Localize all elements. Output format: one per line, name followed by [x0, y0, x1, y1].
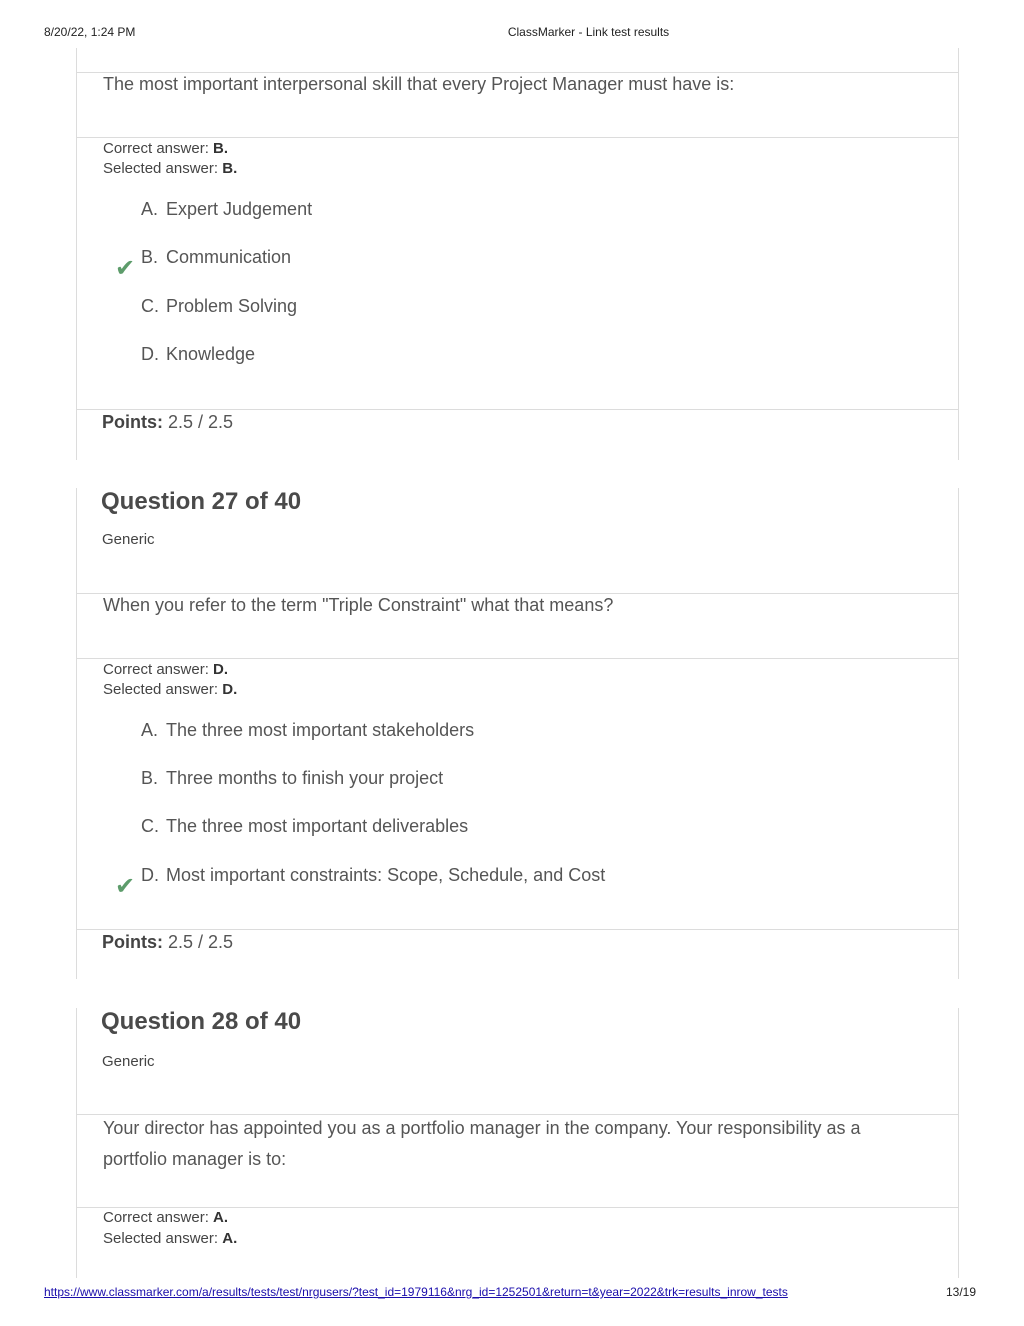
selected-answer-value: B. — [222, 160, 238, 177]
option-letter: D. — [141, 344, 159, 364]
points — [102, 412, 233, 433]
option-text: Problem Solving — [166, 296, 298, 316]
correct-answer-value: B. — [213, 140, 229, 157]
question-title: Question 28 of 40 — [101, 1008, 302, 1035]
correct-answer — [103, 661, 228, 678]
option-letter: A. — [141, 720, 159, 740]
selected-answer-label: Selected answer: — [103, 681, 219, 698]
selected-answer — [103, 1230, 237, 1247]
divider — [77, 929, 958, 930]
option-text: The three most important stakeholders — [166, 720, 475, 740]
points — [102, 932, 233, 953]
option-d — [141, 344, 255, 365]
correct-answer-label: Correct answer: — [103, 140, 209, 157]
selected-answer-value: D. — [222, 681, 238, 698]
option-text: The three most important deliverables — [166, 816, 469, 836]
correct-answer-value: D. — [213, 661, 229, 678]
option-b — [141, 247, 291, 268]
option-text: Most important constraints: Scope, Schedule, and Cost — [166, 865, 606, 885]
divider — [77, 137, 958, 138]
option-letter: B. — [141, 768, 159, 788]
option-a — [141, 199, 312, 220]
correct-answer-value: A. — [213, 1209, 229, 1226]
selected-answer-label: Selected answer: — [103, 1230, 219, 1247]
divider — [77, 409, 958, 410]
question-28-card — [76, 1008, 959, 1278]
selected-answer — [103, 160, 237, 177]
option-letter: B. — [141, 247, 159, 267]
selected-answer — [103, 681, 237, 698]
option-text: Three months to finish your project — [166, 768, 444, 788]
option-c — [141, 816, 468, 837]
check-icon: ✔ — [115, 873, 136, 900]
print-title: ClassMarker - Link test results — [507, 25, 670, 39]
option-text: Expert Judgement — [166, 199, 313, 219]
option-c — [141, 296, 297, 317]
print-datetime: 8/20/22, 1:24 PM — [44, 25, 136, 39]
option-text: Communication — [166, 247, 292, 267]
option-a — [141, 720, 474, 741]
question-category: Generic — [102, 531, 155, 548]
question-category: Generic — [102, 1053, 155, 1070]
selected-answer-label: Selected answer: — [103, 160, 219, 177]
option-letter: A. — [141, 199, 159, 219]
question-26-card — [76, 48, 959, 460]
page-url-link[interactable]: https://www.classmarker.com/a/results/tests/test/nrgusers/?test_id=1979116&nrg_id=1252501&return=t&year=2022&trk=results_inrow_tests — [44, 1285, 788, 1299]
points-value: 2.5 / 2.5 — [168, 412, 234, 432]
check-icon: ✔ — [115, 255, 136, 282]
option-letter: C. — [141, 296, 159, 316]
option-text: Knowledge — [166, 344, 256, 364]
option-b — [141, 768, 443, 789]
option-letter: D. — [141, 865, 159, 885]
selected-answer-value: A. — [222, 1230, 238, 1247]
points-value: 2.5 / 2.5 — [168, 932, 234, 952]
question-text: Your director has appointed you as a portfolio manager in the company. Your responsibility as a portfolio manager is to: — [103, 1118, 861, 1169]
correct-answer — [103, 1209, 228, 1226]
question-27-card — [76, 488, 959, 979]
correct-answer — [103, 140, 228, 157]
divider — [77, 1207, 958, 1208]
points-label: Points: — [102, 932, 163, 952]
option-letter: C. — [141, 816, 159, 836]
divider — [77, 658, 958, 659]
page-number: 13/19 — [946, 1285, 977, 1299]
correct-answer-label: Correct answer: — [103, 661, 209, 678]
option-d — [141, 865, 605, 886]
question-title: Question 27 of 40 — [101, 488, 302, 515]
question-text: The most important interpersonal skill that every Project Manager must have is: — [103, 74, 735, 94]
points-label: Points: — [102, 412, 163, 432]
correct-answer-label: Correct answer: — [103, 1209, 209, 1226]
question-text: When you refer to the term "Triple Constraint" what that means? — [103, 595, 614, 615]
